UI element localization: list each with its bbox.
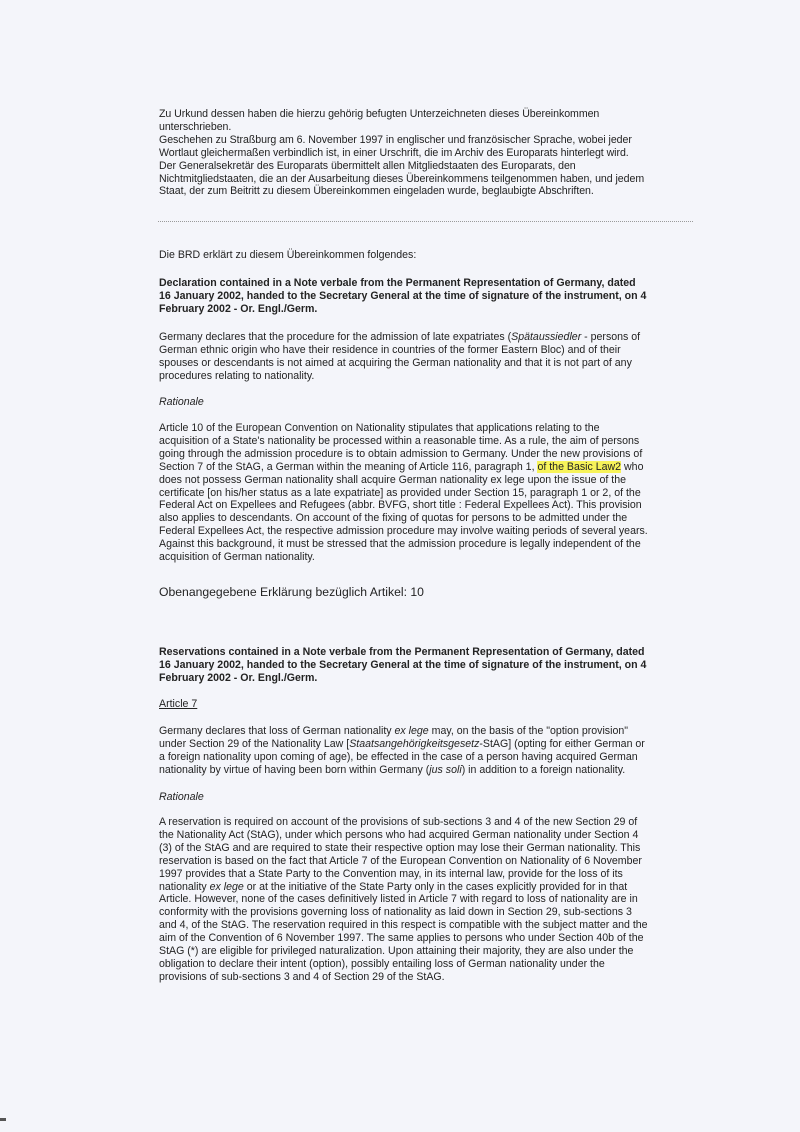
rationale-line: the Nationality Act (StAG), under which persons who had acquired German nationality under Section 4: [159, 828, 639, 841]
rationale-line: does not possess German nationality shall acquire German nationality ex lege upon the issue of the: [159, 473, 626, 486]
italic-term: jus soli: [429, 763, 462, 776]
rationale-line: [159, 461, 699, 474]
highlighted-text: of the Basic Law2: [537, 460, 622, 473]
rationale-line: provisions of sub-sections 3 and 4 of Section 29 of the StAG.: [159, 970, 445, 983]
intro-line: Zu Urkund dessen haben die hierzu gehörig befugten Unterzeichneten dieses Übereinkommen: [159, 108, 600, 120]
brd-statement-text: Die BRD erklärt zu diesem Übereinkommen folgendes:: [159, 249, 417, 261]
article-7-body: [159, 725, 699, 777]
text-run: nationality by virtue of having been born within Germany (: [159, 763, 430, 776]
article-reference-text: Obenangegebene Erklärung bezüglich Artikel: 10: [159, 585, 424, 599]
declaration-rationale: [159, 422, 699, 564]
text-run: Germany declares that the procedure for the admission of late expatriates (: [159, 331, 512, 343]
text-run: under Section 29 of the Nationality Law [: [159, 737, 350, 750]
body-line: [159, 764, 699, 777]
text-run: -StAG] (opting for either German or: [479, 737, 645, 750]
text-run: may, on the basis of the "option provision": [428, 725, 629, 737]
intro-line: Nichtmitgliedstaaten, die an der Ausarbeitung dieses Übereinkommens teilgenommen haben, und jedem: [159, 172, 645, 185]
italic-term: Spätaussiedler: [511, 331, 582, 343]
body-line: [159, 725, 699, 738]
text-run: Germany declares that loss of German nationality: [159, 725, 395, 737]
rationale-line: obligation to declare their intent (option), possibly entailing loss of German nationality under the: [159, 957, 605, 970]
italic-term: Staatsangehörigkeitsgesetz: [349, 737, 480, 750]
reservations-heading: [159, 646, 699, 685]
italic-term: ex lege: [209, 880, 244, 893]
heading-line: 16 January 2002, handed to the Secretary General at the time of signature of the instrument, on 4: [159, 289, 647, 302]
reservations-rationale: [159, 816, 699, 984]
italic-term: ex lege: [394, 725, 429, 737]
intro-line: Geschehen zu Straßburg am 6. November 1997 in englischer und französischer Sprache, wobei jeder: [159, 133, 632, 146]
rationale-line: aim of the Convention of 6 November 1997. The same applies to persons who under Section 40b of the: [159, 932, 644, 945]
rationale-line: Federal Expellees Act, the respective admission procedure may involve waiting periods of several years.: [159, 525, 648, 538]
rationale-line: StAG (*) are eligible for privileged naturalization. Upon attaining their majority, they are also under the: [159, 945, 634, 958]
rationale-line: (3) of the StAG and are required to state their respective option may lose their German nationality. This: [159, 841, 641, 854]
body-line: [159, 738, 699, 751]
heading-line: Reservations contained in a Note verbale from the Permanent Representation of Germany, dated: [159, 646, 645, 658]
heading-line: February 2002 - Or. Engl./Germ.: [159, 671, 318, 684]
rationale-line: certificate [on his/her status as a late expatriate] as provided under Section 15, paragraph 1 or 2, of the: [159, 486, 641, 499]
brd-statement: [159, 249, 699, 262]
text-run: Section 7 of the StAG, a German within the meaning of Article 116, paragraph 1,: [159, 460, 538, 473]
intro-line: Staat, der zum Beitritt zu diesem Übereinkommen eingeladen wurde, beglaubigte Abschriften.: [159, 185, 594, 198]
rationale-line: Against this background, it must be stressed that the admission procedure is legally independent of the: [159, 538, 641, 551]
text-run: who: [621, 460, 644, 473]
body-line: German ethnic origin who have their residence in countries of the former Eastern Bloc) and of their: [159, 343, 621, 356]
body-line: a foreign nationality upon coming of age), be effected in the case of a person having acquired German: [159, 750, 638, 763]
rationale-line: reservation is based on the fact that Article 7 of the European Convention on Nationality of 6 November: [159, 854, 642, 867]
heading-line: 16 January 2002, handed to the Secretary General at the time of signature of the instrument, on 4: [159, 658, 647, 671]
rationale-line: conformity with the provisions governing loss of nationality as laid down in Section 29, sub-sections 3: [159, 906, 632, 919]
body-line: procedures relating to nationality.: [159, 369, 315, 382]
article-label: Article 7: [159, 698, 198, 710]
text-run: or at the initiative of the State Party only in the cases explicitly provided for in that: [243, 880, 628, 893]
article-reference: [159, 585, 699, 599]
article-7-label: [159, 698, 699, 711]
rationale-line: Federal Act on Expellees and Refugees (abbr. BVFG, short title : Federal Expellees Act). This provision: [159, 499, 642, 512]
rationale-label: Rationale: [159, 396, 204, 408]
rationale-line: Article 10 of the European Convention on Nationality stipulates that applications relating to the: [159, 422, 600, 434]
text-run: ) in addition to a foreign nationality.: [461, 763, 626, 776]
scan-mark: [0, 1118, 6, 1121]
body-line: [159, 331, 699, 344]
rationale-line: A reservation is required on account of the provisions of sub-sections 3 and 4 of the new Section 29 of: [159, 816, 638, 828]
section-divider: [158, 221, 693, 222]
heading-line: February 2002 - Or. Engl./Germ.: [159, 302, 318, 315]
body-line: spouses or descendants is not aimed at acquiring the German nationality and that it is not part of any: [159, 356, 632, 369]
rationale-line: going through the admission procedure is to obtain admission to Germany. Under the new provisions of: [159, 447, 643, 460]
rationale-label: Rationale: [159, 791, 204, 803]
declaration-body: [159, 331, 699, 383]
intro-line: unterschrieben.: [159, 120, 232, 133]
intro-line: Wortlaut gleichermaßen verbindlich ist, in einer Urschrift, die im Archiv des Europarats hinterlegt wird.: [159, 146, 629, 159]
rationale-line: acquisition of a State's nationality be processed within a reasonable time. As a rule, the aim of persons: [159, 434, 640, 447]
intro-line: Der Generalsekretär des Europarats übermittelt allen Mitgliedstaaten des Europarats, den: [159, 159, 576, 172]
rationale-line: [159, 881, 699, 894]
declaration-rationale-label: [159, 396, 699, 409]
heading-line: Declaration contained in a Note verbale from the Permanent Representation of Germany, dated: [159, 277, 636, 289]
declaration-heading: [159, 277, 699, 316]
rationale-line: and 4, of the StAG. The reservation required in this respect is compatible with the subject matter and the: [159, 919, 648, 932]
rationale-line: also applies to descendants. On account of the fixing of quotas for persons to be admitted under the: [159, 512, 628, 525]
reservations-rationale-label: [159, 791, 699, 804]
text-run: - persons of: [581, 331, 641, 343]
rationale-line: 1997 provides that a State Party to the Convention may, in its internal law, provide for the loss of its: [159, 867, 623, 880]
intro-paragraph: [159, 108, 699, 198]
rationale-line: acquisition of German nationality.: [159, 551, 315, 564]
text-run: nationality: [159, 880, 210, 893]
rationale-line: Article. However, none of the cases definitively listed in Article 7 with regard to loss of nationality are in: [159, 893, 638, 906]
